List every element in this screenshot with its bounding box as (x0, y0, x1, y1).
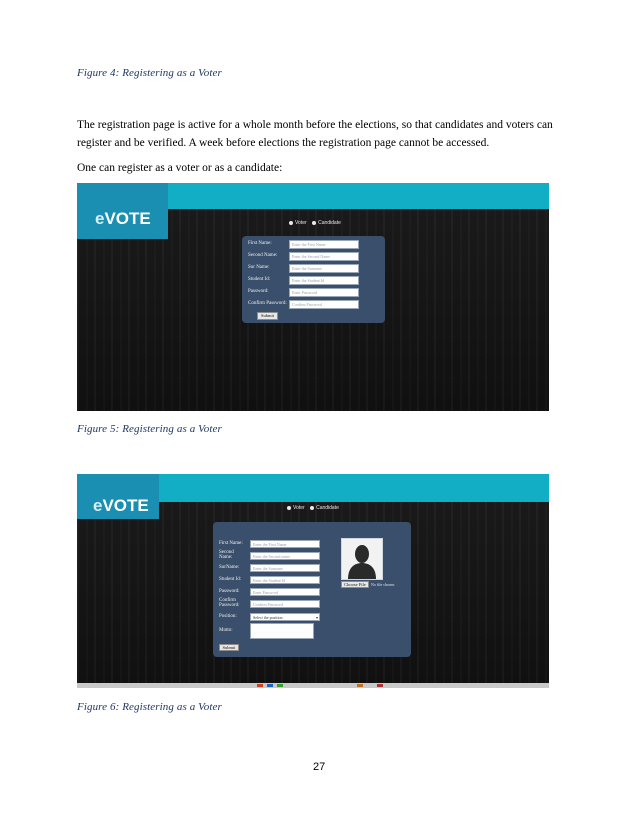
evote-logo: eVOTE (77, 183, 168, 239)
position-select[interactable] (250, 613, 320, 621)
position-select-value: Select the position (253, 615, 283, 620)
candidate-radio-label: Candidate (316, 505, 339, 511)
body-paragraph (77, 116, 557, 152)
paragraph-line-2: register and be verified. A week before elections the registration page cannot be accessed. (77, 137, 490, 149)
first-name-input[interactable]: Enter the First Name (250, 540, 320, 548)
chevron-down-icon: ▾ (315, 615, 318, 620)
voter-radio-label: Voter (295, 220, 307, 226)
second-name-input[interactable]: Enter the Second Name (289, 252, 359, 261)
position-label: Position: (219, 614, 237, 619)
submit-button[interactable]: Submit (257, 312, 278, 320)
no-file-chosen-text: No file chosen (371, 582, 395, 587)
candidate-photo (341, 538, 383, 580)
screenshot-registration-candidate (77, 474, 549, 688)
voter-radio[interactable] (287, 506, 291, 510)
figure-4-caption: Figure 4: Registering as a Voter (77, 67, 222, 79)
candidate-radio[interactable] (312, 221, 316, 225)
first-name-label: First Name: (248, 241, 272, 246)
student-id-label: Student Id: (219, 577, 242, 582)
registration-type-radios (283, 505, 339, 511)
figure-6-caption: Figure 6: Registering as a Voter (77, 701, 222, 713)
confirm-password-label: Confirm Password: (248, 301, 287, 306)
first-name-input[interactable]: Enter the First Name (289, 240, 359, 249)
password-label: Password: (248, 289, 269, 294)
surname-label: SurName: (219, 565, 240, 570)
evote-logo: eVOTE (77, 474, 159, 519)
confirm-password-label: Confirm Password: (219, 598, 240, 608)
first-name-label: First Name: (219, 541, 243, 546)
choose-file-button[interactable]: Choose File (341, 581, 369, 588)
screenshot-registration-basic (77, 183, 549, 411)
candidate-radio-label: Candidate (318, 220, 341, 226)
confirm-password-input[interactable]: Confirm Password (250, 600, 320, 608)
surname-input[interactable]: Enter the Surname (250, 564, 320, 572)
motto-label: Motto: (219, 628, 233, 633)
password-label: Password: (219, 589, 240, 594)
second-name-label: Second Name: (248, 253, 278, 258)
page-number: 27 (313, 761, 326, 773)
intro-sentence: One can register as a voter or as a candidate: (77, 162, 283, 174)
voter-radio[interactable] (289, 221, 293, 225)
student-id-label: Student Id: (248, 277, 271, 282)
voter-radio-label: Voter (293, 505, 305, 511)
registration-form-panel (213, 522, 411, 657)
password-input[interactable]: Enter Password (250, 588, 320, 596)
surname-input[interactable]: Enter the Surname (289, 264, 359, 273)
password-input[interactable]: Enter Password (289, 288, 359, 297)
surname-label: Sur Name: (248, 265, 270, 270)
figure-5-caption: Figure 5: Registering as a Voter (77, 423, 222, 435)
second-name-label: Second Name: (219, 550, 234, 560)
student-id-input[interactable]: Enter the Student Id (289, 276, 359, 285)
confirm-password-input[interactable]: Confirm Password (289, 300, 359, 309)
registration-form-panel (242, 236, 385, 323)
candidate-radio[interactable] (310, 506, 314, 510)
motto-textarea[interactable] (250, 623, 314, 639)
taskbar-strip (77, 683, 549, 688)
submit-button[interactable]: Submit (219, 644, 239, 651)
student-id-input[interactable]: Enter the Student Id (250, 576, 320, 584)
paragraph-line-1: The registration page is active for a whole month before the elections, so that candidates and voters can (77, 119, 553, 131)
registration-type-radios (285, 220, 341, 226)
second-name-input[interactable]: Enter the Second name (250, 552, 320, 560)
avatar-silhouette-icon (342, 539, 382, 579)
